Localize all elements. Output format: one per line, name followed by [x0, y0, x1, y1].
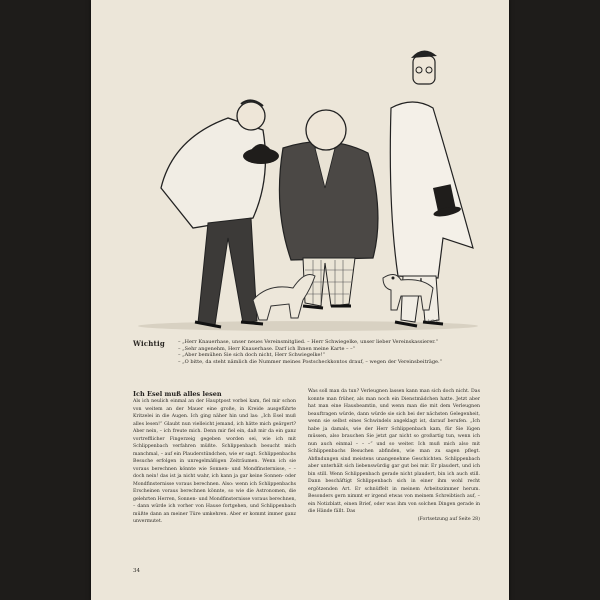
figure-vereinsmitglied [279, 110, 378, 308]
article-column-1 [133, 398, 296, 526]
cartoon-illustration [133, 38, 483, 336]
magazine-page [91, 0, 509, 600]
caption-line: – „O bitte, da steht nämlich die Nummer meines Postscheckkontos drauf, – wegen der Vereinsbeiträge.“ [178, 358, 443, 365]
article-paragraph: Als ich neulich einmal an der Hauptpost vorbei kam, fiel mir schon von weitem an der Mauer eine große, in Kreide ausgeführte Kritzelei in die Augen. Ich ging näher hin und las: „Ich Esel muß alles lesen!“ Glaubt nun vielleicht jemand, ich hätte mich geärgert? Aber nein, – ich freute mich. Denn mir fiel ein, daß mir da ein ganz vortrefflicher Fingerzeig gegeben worden sei, wie ich mit Schlippenbach verfahren müßte. Schlippenbach besucht mich manchmal, – auf ein Plauderstündchen, wie er sagt. Schlippenbachs Besuche erfolgen in unregelmäßigen Zeiträumen. Wenn ich sie voraus berechnen könnte wie Sonnen- und Mondfinsternisse, – – doch nein! das ist ja nicht wahr, ich kann ja gar keine Sonnen- oder Mondfinsternisse voraus berechnen. Also: wenn ich Schlippenbachs Erscheinen voraus berechnen könnte, so wie die Astronomen, die gelehrten Herren, Sonnen- und Mondfinsternisse voraus berechnen, – dann würde ich vorher von Hause fortgehen, und Schlippenbach müßte dann an meiner Türe umkehren. Aber er kommt immer ganz unvermutet. [133, 399, 296, 524]
article-paragraph: Was soll man da tun? Verleugnen lassen kann man sich doch nicht. Das konnte man früher, als man noch ein Dienstmädchen hatte. Jetzt aber hat man eine Hausbeamtin, und wenn man die mit dem Verleugnen beauftragen würde, dann würde sie sich bei der nächsten Gelegenheit, wenn sie selbst eines Schwindels angeklagt ist, darauf berufen. „Ich habe ja damals, wie der Herr Schlippenbach kam, für Sie lügen müssen, also brauchen Sie jetzt gar nicht so großartig tun, wenn ich nun auch einmal – – –“ und so weiter. Ich muß mich also mit Schlippenbachs Besuchen abfinden, wie man zu sagen pflegt. Abfindungen sind meistens unangenehme Geschichten. Schlippenbach aber unterhält sich liebenswürdig gar gut bei mir. Er plaudert, und ich bin still. Wenn Schlippenbach gerade nicht plaudert, bin ich auch still. Dann beschäftigt Schlippenbach sich in einer ihm wohl recht ergötzenden Art. Er schnüffelt in meinem Arbeitszimmer herum. Besonders gern nimmt er irgend etwas von meinem Schreibtisch auf, – ein Notizblatt, einen Brief, oder was ihm von solchen Dingen gerade in die Hände fällt. Das [308, 389, 480, 514]
caption-title: Wichtig [133, 339, 165, 348]
caption-line: – „Aber bemühen Sie sich doch nicht, Herr Schwiegelke!“ [178, 352, 326, 359]
continuation-note: (Fortsetzung auf Seite 28) [417, 516, 480, 522]
caption-line: – „Herr Knauerhase, unser neues Vereinsmitglied. – Herr Schwiegelke, unser lieber Vereinskassierer.“ [178, 339, 439, 345]
caption-lines [178, 339, 483, 365]
article-column-2 [308, 388, 480, 523]
caption-line: – „Sehr angenehm, Herr Knauerhase. Darf ich Ihnen meine Karte – –“ [178, 345, 356, 352]
article-title: Ich Esel muß alles lesen [133, 390, 222, 398]
artist-signature: A.Sch. [427, 318, 440, 323]
page-number: 34 [133, 568, 140, 574]
